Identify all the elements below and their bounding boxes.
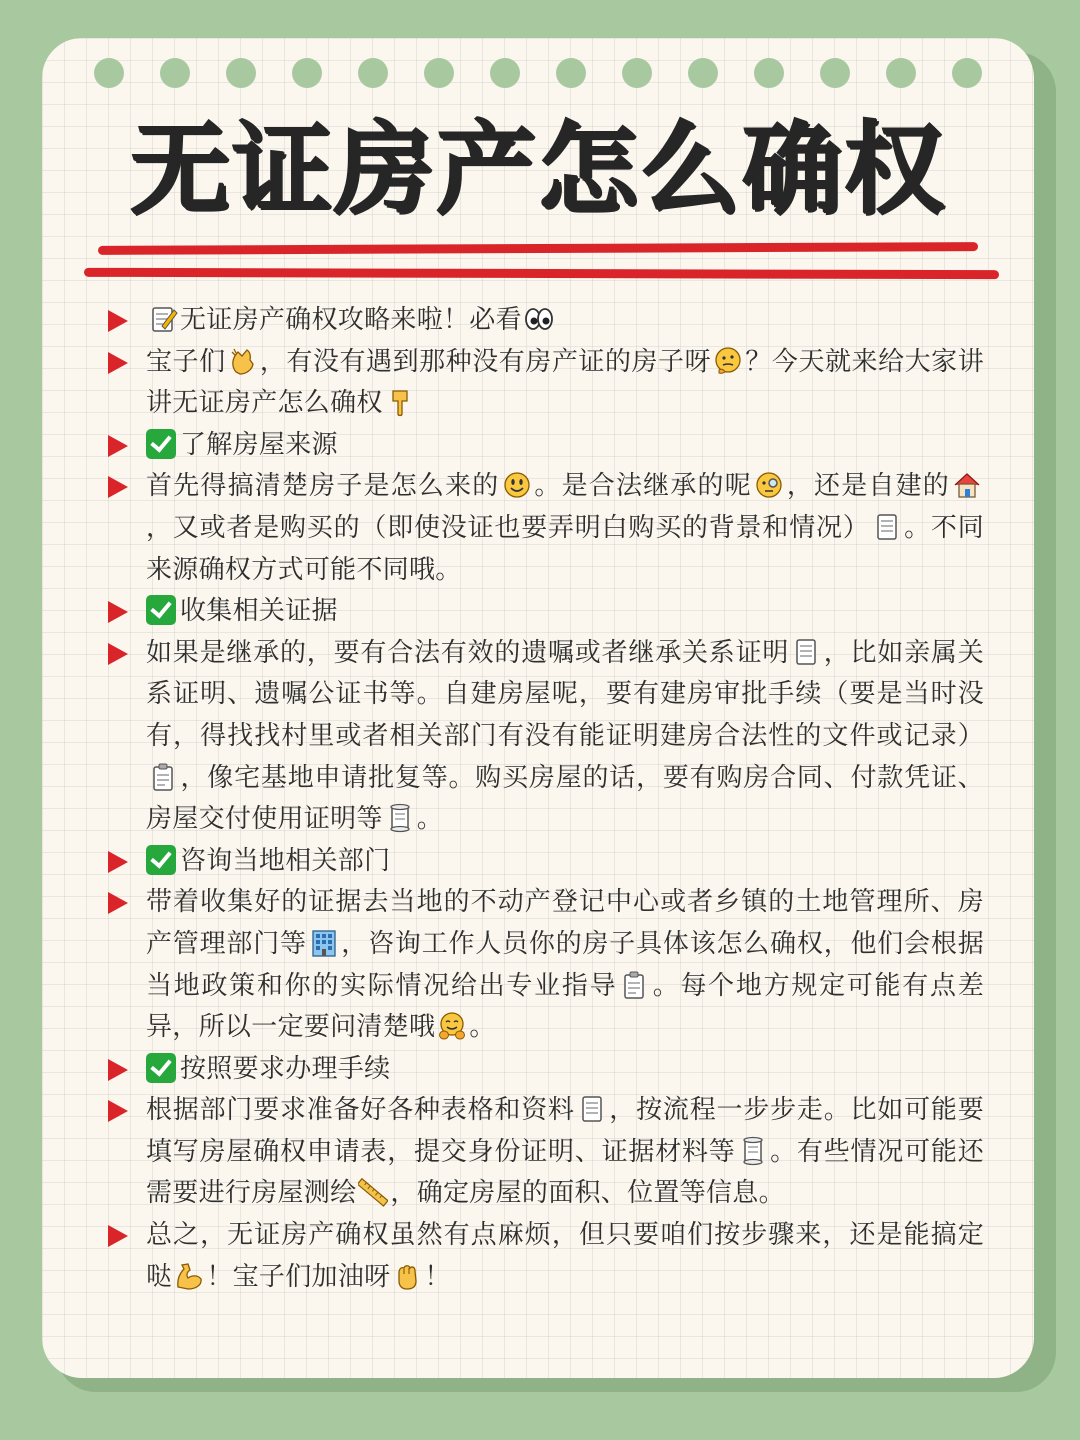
document-icon <box>577 1094 607 1124</box>
content-list <box>104 300 984 1298</box>
item-text: ，确定房屋的面积、位置等信息。 <box>390 1178 785 1209</box>
binder-hole <box>820 58 850 88</box>
item-text: 。 <box>416 804 444 835</box>
binder-hole <box>226 58 256 88</box>
binder-holes <box>94 58 994 90</box>
arrow-bullet-icon <box>108 1100 128 1122</box>
list-item <box>104 300 984 342</box>
item-text: ，还是自建的 <box>785 471 950 502</box>
memo-icon <box>148 304 178 334</box>
binder-hole <box>556 58 586 88</box>
section-heading <box>104 841 984 883</box>
arrow-bullet-icon <box>108 601 128 623</box>
item-text: 。每个地方规定可能有点差异，所以一定要问清楚哦 <box>146 970 984 1043</box>
item-text: 无证房产确权攻略来啦！必看 <box>180 305 522 335</box>
heading-text: 收集相关证据 <box>180 596 338 627</box>
item-text: 首先得搞清楚房子是怎么来的 <box>146 471 500 502</box>
house-icon <box>952 470 982 500</box>
binder-hole <box>292 58 322 88</box>
check-mark-icon <box>146 1053 176 1083</box>
arrow-bullet-icon <box>108 476 128 498</box>
page-title: 无证房产怎么确权 <box>130 111 946 228</box>
arrow-bullet-icon <box>108 1059 128 1081</box>
hugging-face-icon <box>437 1011 467 1041</box>
item-text: ？今天就来给大家讲讲无证房产怎么确权 <box>146 346 985 419</box>
section-heading <box>104 425 984 467</box>
binder-hole <box>160 58 190 88</box>
monocle-face-icon <box>754 470 784 500</box>
raised-fist-icon <box>392 1261 422 1291</box>
list-item <box>104 342 984 425</box>
office-building-icon <box>309 928 339 958</box>
item-text: 。有些情况可能还需要进行房屋测绘 <box>146 1136 984 1209</box>
item-text: 。 <box>469 1012 496 1043</box>
arrow-bullet-icon <box>108 310 128 332</box>
item-text: ，咨询工作人员你的房子具体该怎么确权，他们会根据当地政策和你的实际情况给出专业指导 <box>146 928 985 1001</box>
document-icon <box>872 512 902 542</box>
thinking-face-icon <box>713 346 743 376</box>
item-text: ，按流程一步步走。比如可能要填写房屋确权申请表，提交身份证明、证据材料等 <box>146 1095 984 1167</box>
arrow-bullet-icon <box>108 643 128 665</box>
title-underline <box>84 268 999 279</box>
arrow-bullet-icon <box>108 1225 128 1247</box>
item-text: ，像宅基地申请批复等。购买房屋的话，要有购房合同、付款凭证、房屋交付使用证明等 <box>146 762 984 835</box>
check-mark-icon <box>146 845 176 875</box>
smiley-icon <box>502 470 532 500</box>
list-item <box>104 466 984 591</box>
item-text: 总之，无证房产确权虽然有点麻烦，但只要咱们按步骤来，还是能搞定哒 <box>146 1220 984 1292</box>
check-mark-icon <box>146 595 176 625</box>
item-text: ，又或者是购买的（即使没证也要弄明白购买的背景和情况） <box>146 512 870 543</box>
binder-hole <box>622 58 652 88</box>
arrow-bullet-icon <box>108 892 128 914</box>
arrow-bullet-icon <box>108 435 128 457</box>
item-text: ！宝子们加油呀 <box>206 1261 391 1292</box>
binder-hole <box>886 58 916 88</box>
item-text: 根据部门要求准备好各种表格和资料 <box>146 1095 575 1126</box>
ruler-icon <box>358 1177 388 1207</box>
check-mark-icon <box>146 429 176 459</box>
list-item <box>104 1215 984 1298</box>
scroll-icon <box>385 803 415 833</box>
list-item <box>104 1090 984 1215</box>
binder-hole <box>952 58 982 88</box>
document-icon <box>791 637 821 667</box>
binder-hole <box>490 58 520 88</box>
item-text: 如果是继承的，要有合法有效的遗嘱或者继承关系证明 <box>146 637 790 668</box>
item-text: 宝子们 <box>146 346 226 377</box>
arrow-bullet-icon <box>108 851 128 873</box>
pointing-down-icon <box>385 387 415 417</box>
heading-text: 按照要求办理手续 <box>180 1053 391 1084</box>
heading-text: 了解房屋来源 <box>180 429 338 460</box>
list-item <box>104 633 984 841</box>
scroll-icon <box>738 1136 768 1166</box>
title-underline <box>98 242 978 255</box>
item-text: ！ <box>424 1261 451 1292</box>
clipboard-icon <box>619 970 649 1000</box>
item-text: 带着收集好的证据去当地的不动产登记中心或者乡镇的土地管理所、房产管理部门等 <box>146 887 984 959</box>
clipboard-icon <box>148 762 178 792</box>
eyes-icon <box>524 304 554 334</box>
list-item <box>104 882 984 1048</box>
notebook-card <box>42 38 1034 1378</box>
item-text: ，比如亲属关系证明、遗嘱公证书等。自建房屋呢，要有建房审批手续（要是当时没有，得找找村里或者相关部门有没有能证明建房合法性的文件或记录） <box>146 637 985 751</box>
flexed-biceps-icon <box>174 1261 204 1291</box>
section-heading <box>104 1049 984 1091</box>
binder-hole <box>94 58 124 88</box>
item-text: ，有没有遇到那种没有房产证的房子呀 <box>259 346 712 377</box>
binder-hole <box>358 58 388 88</box>
binder-hole <box>424 58 454 88</box>
item-text: 。是合法继承的呢 <box>533 471 752 502</box>
section-heading <box>104 591 984 633</box>
clap-icon <box>228 346 258 376</box>
binder-hole <box>688 58 718 88</box>
heading-text: 咨询当地相关部门 <box>180 845 391 876</box>
binder-hole <box>754 58 784 88</box>
arrow-bullet-icon <box>108 352 128 374</box>
item-text: 。不同来源确权方式可能不同哦。 <box>146 512 984 585</box>
